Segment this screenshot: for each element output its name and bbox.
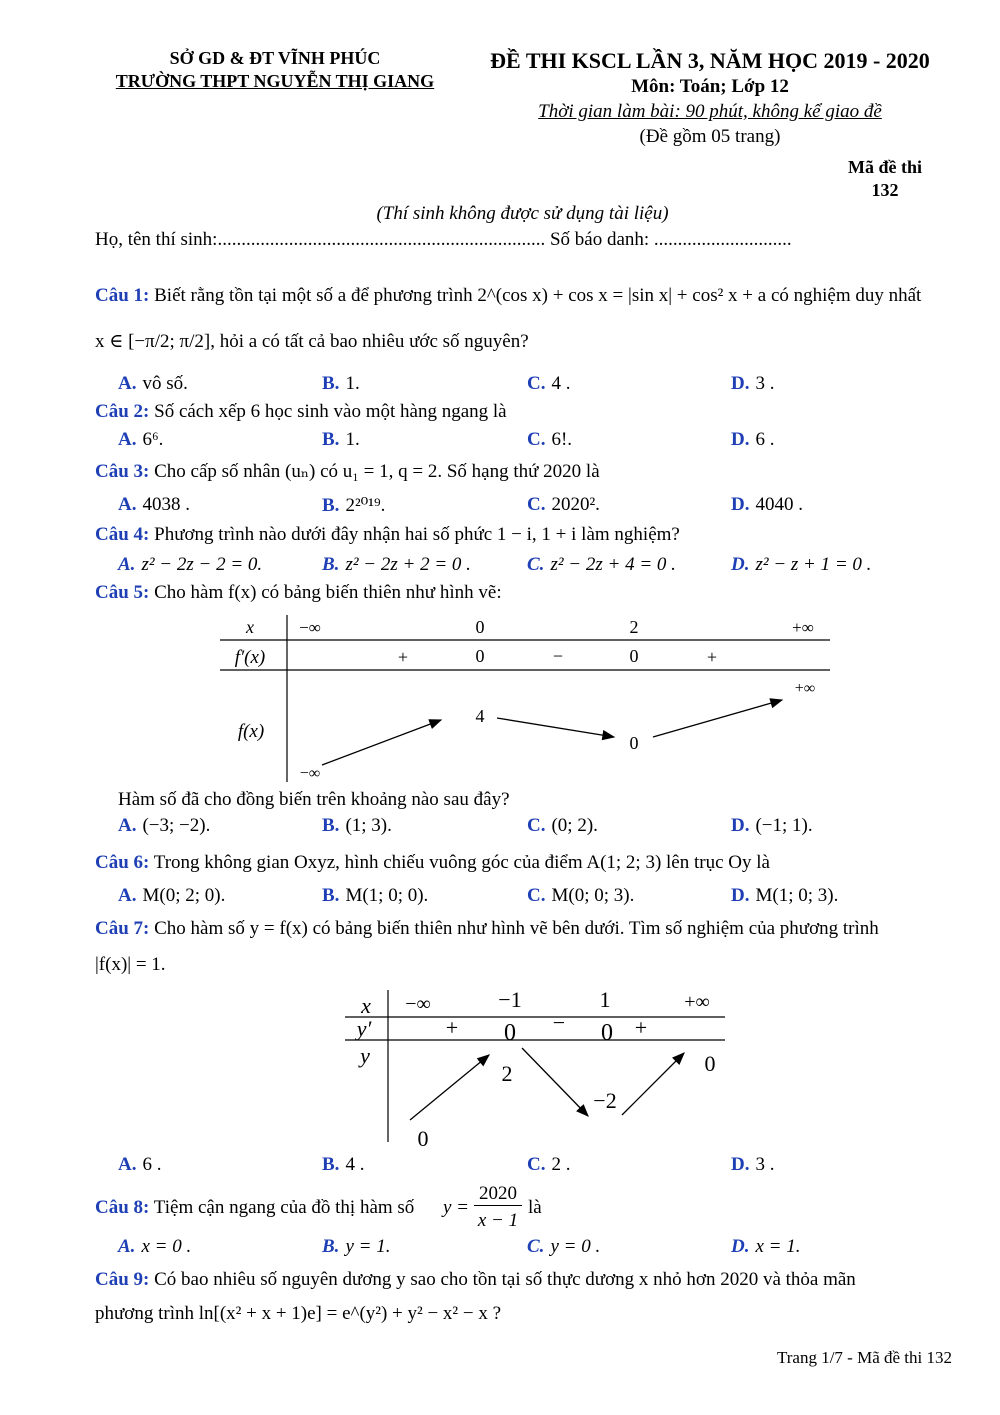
option-c[interactable]: C. z² − 2z + 4 = 0 .	[527, 554, 676, 575]
question-6: Câu 6: Trong không gian Oxyz, hình chiếu vuông góc của điểm A(1; 2; 3) lên trục Oy là	[95, 852, 770, 873]
exam-time: Thời gian làm bài: 90 phút, không kể giao đề	[538, 101, 882, 122]
fraction-numerator: 2020	[474, 1183, 522, 1206]
option-d[interactable]: D. 6 .	[731, 429, 775, 450]
school-name: TRƯỜNG THPT NGUYỄN THỊ GIANG	[115, 71, 435, 91]
x-value: +∞	[792, 618, 814, 637]
x-value: −∞	[299, 618, 321, 637]
y-value: 2	[501, 1061, 513, 1086]
exam-note: (Thí sinh không được sử dụng tài liệu)	[376, 203, 669, 224]
option-a[interactable]: A. 4038 .	[118, 494, 190, 515]
option-b[interactable]: B. M(1; 0; 0).	[322, 885, 429, 906]
exam-code: 132	[871, 180, 899, 200]
option-d[interactable]: D. z² − z + 1 = 0 .	[731, 554, 872, 575]
question-7-line2: |f(x)| = 1.	[95, 954, 166, 975]
y-value: 0	[417, 1126, 429, 1151]
x-value: 2	[629, 617, 639, 637]
option-b[interactable]: B. y = 1.	[322, 1236, 391, 1257]
f-value: −∞	[299, 765, 321, 782]
option-d[interactable]: D. 3 .	[731, 1154, 775, 1175]
question-text: Biết rằng tồn tại một số a để phương trình 2^(cos x) + cos x = |sin x| + cos² x + a có nghiệm duy nhất	[154, 285, 922, 306]
option-d[interactable]: D. M(1; 0; 3).	[731, 885, 839, 906]
question-label: Câu 1:	[95, 285, 150, 306]
x-value: 1	[599, 987, 611, 1012]
question-4: Câu 4: Phương trình nào dưới đây nhận hai số phức 1 − i, 1 + i làm nghiệm?	[95, 524, 680, 545]
option-c[interactable]: C. 2 .	[527, 1154, 571, 1175]
option-c[interactable]: C. 6!.	[527, 429, 573, 450]
increase-arrow	[410, 1055, 489, 1120]
option-b[interactable]: B. 1.	[322, 373, 360, 394]
x-value: +∞	[684, 991, 710, 1013]
table-f-label: f(x)	[237, 721, 265, 742]
sign: 0	[504, 1020, 516, 1046]
question-9-line2: phương trình ln[(x² + x + 1)e] = e^(y²) + y² − x² − x ?	[95, 1303, 502, 1324]
fraction-denominator: x − 1	[477, 1210, 519, 1231]
option-d[interactable]: D. x = 1.	[731, 1236, 801, 1257]
option-a[interactable]: A. (−3; −2).	[118, 815, 211, 836]
sign: 0	[475, 646, 485, 666]
sign: +	[445, 1015, 459, 1040]
option-c[interactable]: C. y = 0 .	[527, 1236, 601, 1257]
question-9: Câu 9: Có bao nhiêu số nguyên dương y sao cho tồn tại số thực dương x nhỏ hơn 2020 và thỏa mãn	[95, 1269, 856, 1290]
sign: 0	[629, 646, 639, 666]
option-c[interactable]: C. (0; 2).	[527, 815, 598, 836]
y-value: 0	[704, 1051, 716, 1076]
option-d[interactable]: D. (−1; 1).	[731, 815, 813, 836]
f-value: +∞	[794, 680, 816, 697]
question-8-tail: là	[528, 1197, 542, 1218]
dept-name: SỞ GD & ĐT VĨNH PHÚC	[169, 48, 381, 68]
table-x-label: x	[246, 617, 254, 637]
sign: −	[552, 646, 564, 666]
table-y-label: y	[360, 1043, 370, 1068]
option-d[interactable]: D. 3 .	[731, 373, 775, 394]
option-b[interactable]: B. 2²⁰¹⁹.	[322, 495, 386, 516]
sign: +	[706, 647, 718, 667]
exam-title: ĐỀ THI KSCL LẦN 3, NĂM HỌC 2019 - 2020	[490, 48, 930, 73]
x-value: −1	[498, 987, 522, 1012]
f-value: 0	[629, 733, 639, 753]
x-value: 0	[475, 617, 485, 637]
question-1-line2: x ∈ [−π/2; π/2], hỏi a có tất cả bao nhiêu ước số nguyên?	[95, 331, 529, 352]
option-c[interactable]: C. 4 .	[527, 373, 571, 394]
question-5: Câu 5: Cho hàm f(x) có bảng biến thiên như hình vẽ:	[95, 582, 502, 603]
option-a[interactable]: A. z² − 2z − 2 = 0.	[118, 554, 263, 575]
option-a[interactable]: A. M(0; 2; 0).	[118, 885, 226, 906]
x-value: −∞	[405, 993, 431, 1015]
option-a[interactable]: A. vô số.	[118, 373, 188, 394]
option-a[interactable]: A. 6 .	[118, 1154, 162, 1175]
sign: 0	[601, 1020, 613, 1046]
increase-arrow	[622, 1053, 684, 1115]
question-5-after: Hàm số đã cho đồng biến trên khoảng nào sau đây?	[118, 789, 510, 810]
page-footer: Trang 1/7 - Mã đề thi 132	[776, 1348, 952, 1367]
table-yprime-label: y′	[356, 1016, 372, 1041]
option-c[interactable]: C. M(0; 0; 3).	[527, 885, 635, 906]
question-7: Câu 7: Cho hàm số y = f(x) có bảng biến thiên như hình vẽ bên dưới. Tìm số nghiệm của phương trình	[95, 918, 879, 939]
sign: −	[552, 1010, 566, 1035]
option-b[interactable]: B. 1.	[322, 429, 360, 450]
sign: +	[634, 1015, 648, 1040]
option-a[interactable]: A. 6⁶.	[118, 429, 164, 450]
option-b[interactable]: B. z² − 2z + 2 = 0 .	[322, 554, 471, 575]
f-value: 4	[475, 706, 485, 726]
table-fprime-label: f′(x)	[234, 647, 266, 668]
option-a[interactable]: A. x = 0 .	[118, 1236, 192, 1257]
option-b[interactable]: B. 4 .	[322, 1154, 365, 1175]
exam-subject: Môn: Toán; Lớp 12	[631, 76, 789, 97]
question-8: Câu 8: Tiệm cận ngang của đồ thị hàm số	[95, 1197, 415, 1218]
student-info-line: Họ, tên thí sinh:..................................................................... Số báo danh: .............................	[95, 229, 792, 250]
option-b[interactable]: B. (1; 3).	[322, 815, 392, 836]
exam-pages: (Đề gồm 05 trang)	[639, 126, 781, 147]
sign: +	[397, 647, 409, 667]
exam-code-label: Mã đề thi	[848, 157, 922, 177]
question-3: Câu 3: Cho cấp số nhân (uₙ) có u₁ = 1, q = 2. Số hạng thứ 2020 là	[95, 461, 600, 482]
y-value: −2	[593, 1088, 617, 1113]
question-2: Câu 2: Số cách xếp 6 học sinh vào một hàng ngang là	[95, 401, 507, 422]
decrease-arrow	[522, 1048, 588, 1116]
function-lhs: y =	[443, 1197, 470, 1218]
option-c[interactable]: C. 2020².	[527, 494, 600, 515]
table-x-label: x	[361, 993, 371, 1018]
option-d[interactable]: D. 4040 .	[731, 494, 803, 515]
